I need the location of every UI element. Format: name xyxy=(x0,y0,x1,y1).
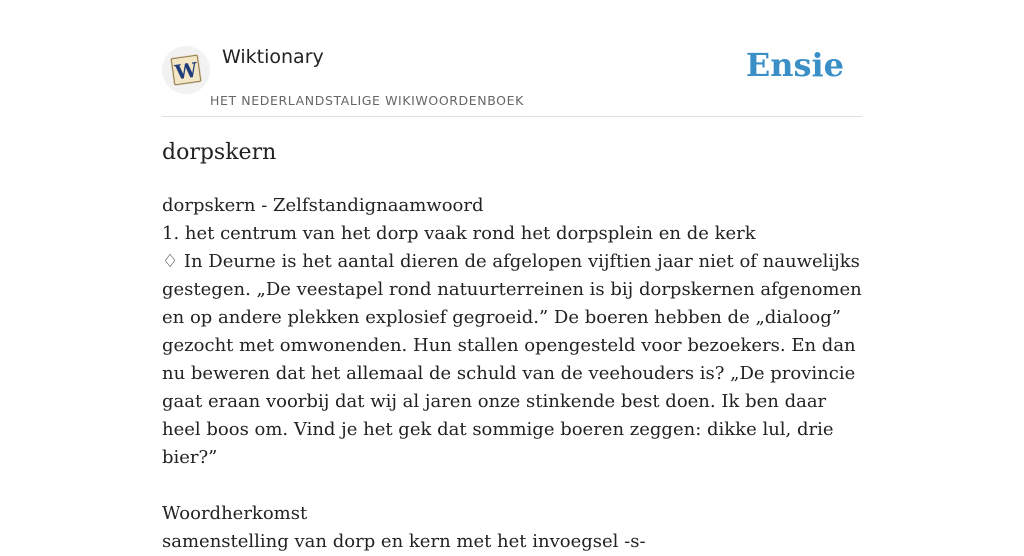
etymology-text: samenstelling van dorp en kern met het invoegsel -s- xyxy=(162,531,646,552)
entry-content xyxy=(162,192,862,556)
example-quote: ♢ In Deurne is het aantal dieren de afgelopen vijftien jaar niet of nauwelijks gestegen. „De veestapel rond natuurterreinen is bij dorpskernen afgenomen en op andere plekken explosief gegroeid.” De boeren hebben de „dialoog” gezocht met omwonenden. Hun stallen opengesteld voor bezoekers. En dan nu beweren dat het allemaal de schuld van de veehouders is? „De provincie gaat eraan voorbij dat wij al jaren onze stinkende best doen. Ik ben daar heel boos om. Vind je het gek dat sommige boeren zeggen: dikke lul, drie bier?” xyxy=(162,251,862,468)
site-tagline: HET NEDERLANDSTALIGE WIKIWOORDENBOEK xyxy=(210,93,524,108)
paragraph-gap xyxy=(162,472,862,500)
site-header xyxy=(162,0,862,117)
page xyxy=(162,0,862,552)
ensie-brand-logo[interactable]: Ensie xyxy=(745,46,844,84)
wiktionary-logo-icon[interactable] xyxy=(162,46,210,94)
logo-letter: W xyxy=(173,57,199,85)
word-class: dorpskern - Zelfstandignaamwoord xyxy=(162,195,484,216)
site-name[interactable]: Wiktionary xyxy=(222,46,324,68)
page-title: dorpskern xyxy=(162,140,277,165)
etymology-heading: Woordherkomst xyxy=(162,503,308,524)
definition: 1. het centrum van het dorp vaak rond het dorpsplein en de kerk xyxy=(162,223,756,244)
